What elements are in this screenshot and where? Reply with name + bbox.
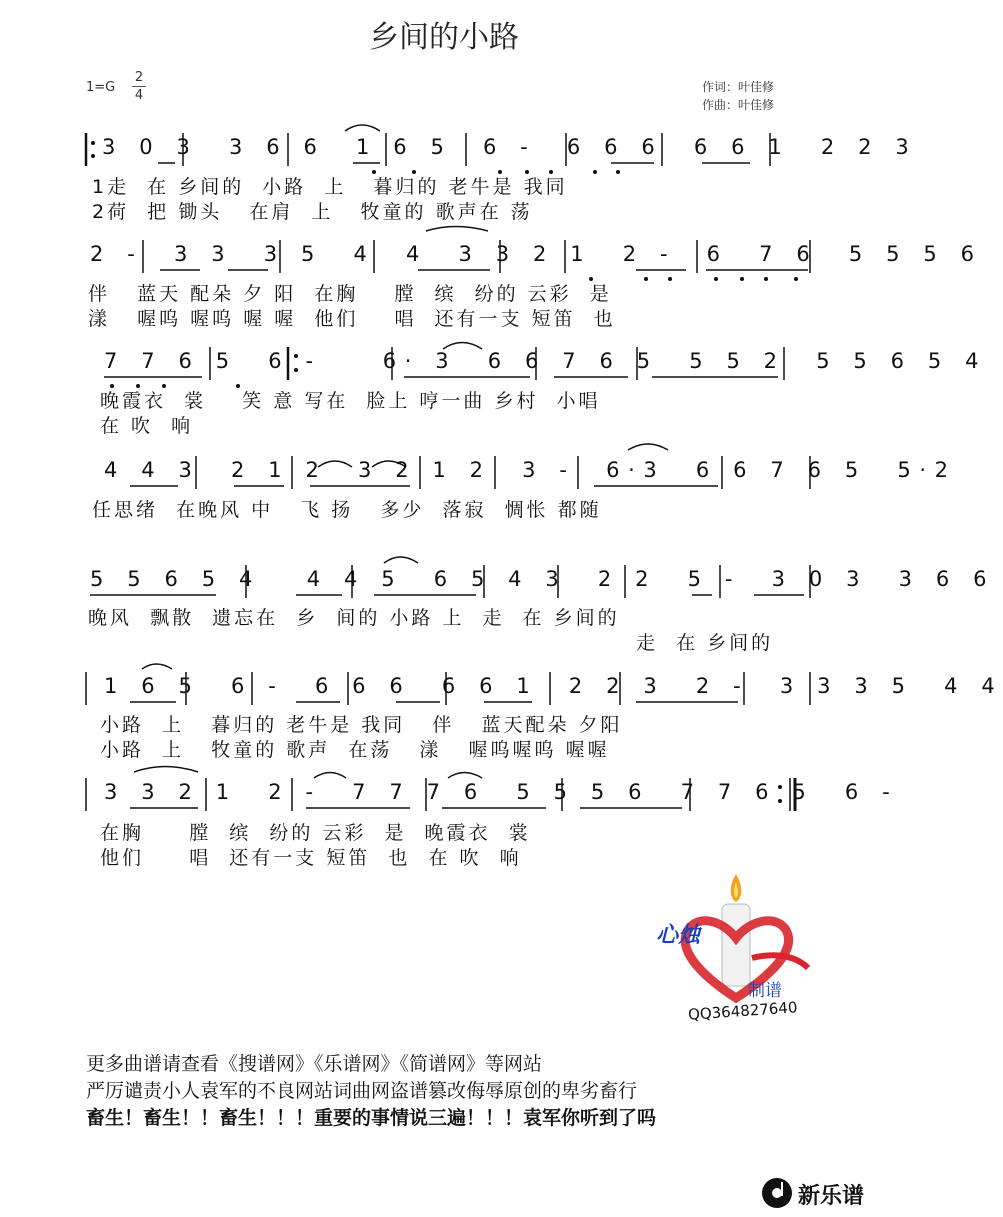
system-6-lyrics-verse-1: 小路 上 暮归的 老牛是 我同 伴 蓝天配朵 夕阳 (100, 714, 623, 736)
time-signature-bottom: 4 (134, 88, 144, 103)
system-1-lyrics-verse-2: 2荷 把 锄头 在肩 上 牧童的 歌声在 荡 (92, 201, 533, 223)
system-1-lyrics-verse-1: 1走 在 乡间的 小路 上 暮归的 老牛是 我同 (92, 176, 568, 198)
site-logo-text: 新乐谱 (798, 1184, 865, 1209)
system-2-lyrics-verse-1: 伴 蓝天 配朵 夕 阳 在胸 膛 缤 纷的 云彩 是 (88, 283, 612, 305)
system-3-lyrics-verse-1: 晚霞衣 裳 笑 意 写在 脸上 哼一曲 乡村 小唱 (100, 390, 601, 412)
song-title: 乡间的小路 (369, 20, 519, 55)
lyricist-credit: 作词：叶佳修 (702, 80, 775, 94)
system-4-notes: 4 4 3 2 1 2 3 2 1 2 3 - 6·3 6 6 7 6 5 5·2 (104, 458, 957, 482)
composer-credit: 作曲：叶佳修 (702, 98, 775, 112)
system-5-lyrics-verse-2: 走 在 乡间的 (636, 632, 774, 654)
system-2-lyrics-verse-2: 漾 喔呜 喔呜 喔 喔 他们 唱 还有一支 短笛 也 (88, 308, 616, 330)
key-signature: 1=G (86, 80, 116, 95)
music-disc-icon (760, 1176, 794, 1210)
footer-line-1: 更多曲谱请查看《搜谱网》《乐谱网》《简谱网》等网站 (86, 1053, 543, 1075)
system-7-lyrics-verse-1: 在胸 膛 缤 纷的 云彩 是 晚霞衣 裳 (100, 822, 531, 844)
system-3-lyrics-verse-2: 在 吹 响 (100, 415, 194, 437)
system-5-notes: 5 5 6 5 4 4 4 5 6 5 4 3 2 2 5 - 3 0 3 3 6 6 (90, 567, 996, 591)
system-6-notes: 1 6 5 6 - 6 6 6 6 6 1 2 2 3 2 - 3 3 3 5 4 4 (104, 674, 1003, 698)
badge-qq: QQ364827640 (687, 998, 799, 1024)
system-2-notes: 2 - 3 3 3 5 4 4 3 3 2 1 2 - 6 7 6 5 5 5 6 (90, 242, 983, 266)
footer-line-2: 严厉谴责小人袁军的不良网站词曲网盗谱篡改侮辱原创的卑劣畜行 (86, 1080, 638, 1102)
system-7-lyrics-verse-2: 他们 唱 还有一支 短笛 也 在 吹 响 (100, 847, 522, 869)
system-3-notes: 7 7 6 5 6 - 6· 3 6 6 7 6 5 5 5 2 5 5 6 5 4 (104, 349, 988, 373)
badge-label: 制谱 (748, 981, 782, 1001)
footer-line-3: 畜生！畜生！！畜生！！！重要的事情说三遍！！！袁军你听到了吗 (86, 1107, 657, 1129)
system-6-lyrics-verse-2: 小路 上 牧童的 歌声 在荡 漾 喔呜喔呜 喔喔 (100, 739, 610, 761)
time-signature-top: 2 (134, 70, 144, 85)
system-7-notes: 3 3 2 1 2 - 7 7 7 6 5 5 5 6 7 7 6 5 6 - (104, 780, 899, 804)
badge-name: 心烛 (656, 923, 701, 948)
system-1-notes: 3 0 3 3 6 6 1 6 5 6 - 6 6 6 6 6 1 2 2 3 (102, 135, 918, 159)
system-5-lyrics-verse-1: 晚风 飘散 遗忘在 乡 间的 小路 上 走 在 乡间的 (88, 607, 620, 629)
system-4-lyrics-verse-1: 任思绪 在晚风 中 飞 扬 多少 落寂 惆怅 都随 (92, 499, 602, 521)
